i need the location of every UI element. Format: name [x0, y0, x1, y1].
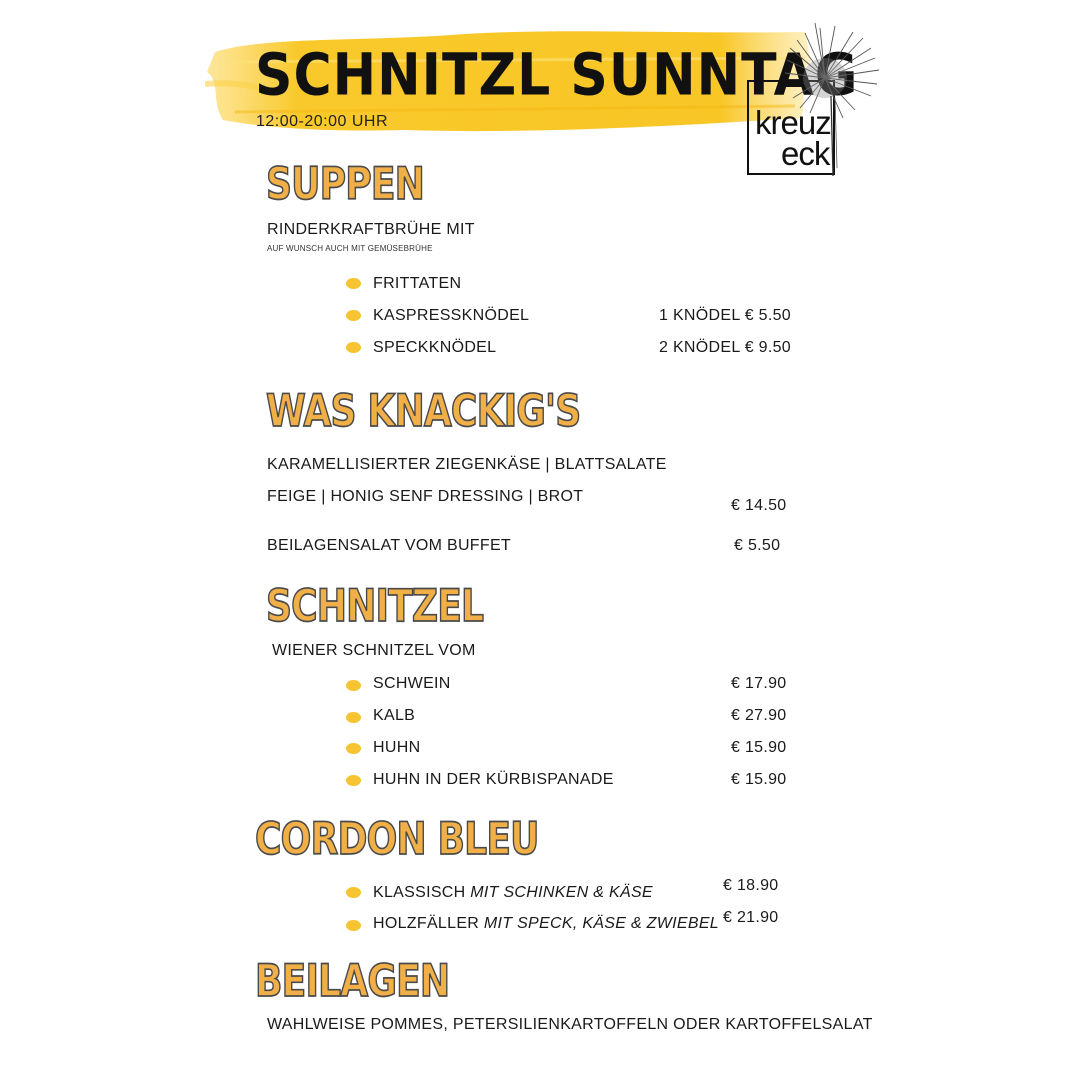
schnitzel-item-name: HUHN IN DER KÜRBISPANADE	[373, 771, 614, 788]
salate-line-2: FEIGE | HONIG SENF DRESSING | BROT	[267, 488, 584, 505]
salate-line-3: BEILAGENSALAT VOM BUFFET	[267, 537, 511, 554]
cordon-item-price: € 21.90	[723, 909, 779, 926]
suppen-item-name: SPECKKNÖDEL	[373, 339, 497, 356]
salate-price-1: € 14.50	[731, 497, 787, 514]
logo-line-1: kreuz	[755, 104, 831, 141]
opening-hours: 12:00-20:00 UHR	[256, 113, 389, 130]
logo-wordmark	[755, 104, 831, 172]
suppen-note: AUF WUNSCH AUCH MIT GEMÜSEBRÜHE	[267, 244, 433, 253]
cordon-item-name: KLASSISCH	[373, 884, 466, 901]
schnitzel-item-name: HUHN	[373, 739, 421, 756]
cordon-item-name: HOLZFÄLLER	[373, 915, 480, 932]
schnitzel-item-price: € 15.90	[731, 739, 787, 756]
suppen-item-price: 1 KNÖDEL € 5.50	[659, 307, 791, 324]
bullet-dot	[346, 310, 361, 321]
section-title-suppen: SUPPEN	[266, 158, 425, 210]
suppen-intro: RINDERKRAFTBRÜHE MIT	[267, 221, 475, 238]
suppen-item-name: FRITTATEN	[373, 275, 462, 292]
suppen-item-price: 2 KNÖDEL € 9.50	[659, 339, 791, 356]
bullet-dot	[346, 887, 361, 898]
logo-line-2: eck	[781, 135, 830, 172]
cordon-item-price: € 18.90	[723, 877, 779, 894]
section-title-schnitzel: SCHNITZEL	[266, 580, 484, 632]
section-title-salate: WAS KNACKIG'S	[266, 385, 581, 437]
schnitzel-item-name: KALB	[373, 707, 416, 724]
suppen-item-name: KASPRESSKNÖDEL	[373, 307, 530, 324]
section-title-beilagen: BEILAGEN	[255, 955, 450, 1007]
schnitzel-item-price: € 27.90	[731, 707, 787, 724]
section-title-cordon-bleu: CORDON BLEU	[255, 813, 539, 865]
schnitzel-intro: WIENER SCHNITZEL VOM	[272, 642, 476, 659]
bullet-dot	[346, 775, 361, 786]
salate-price-2: € 5.50	[734, 537, 781, 554]
cordon-item	[373, 915, 719, 933]
salate-line-1: KARAMELLISIERTER ZIEGENKÄSE | BLATTSALATE	[267, 456, 667, 473]
bullet-dot	[346, 920, 361, 931]
cordon-item-detail: MIT SPECK, KÄSE & ZWIEBEL	[483, 915, 719, 932]
bullet-dot	[346, 278, 361, 289]
cordon-item-detail: MIT SCHINKEN & KÄSE	[470, 884, 653, 901]
bullet-dot	[346, 680, 361, 691]
bullet-dot	[346, 743, 361, 754]
schnitzel-item-price: € 15.90	[731, 771, 787, 788]
bullet-dot	[346, 342, 361, 353]
schnitzel-item-price: € 17.90	[731, 675, 787, 692]
schnitzel-item-name: SCHWEIN	[373, 675, 451, 692]
bullet-dot	[346, 712, 361, 723]
cordon-item	[373, 884, 653, 902]
beilagen-text: WAHLWEISE POMMES, PETERSILIENKARTOFFELN ODER KARTOFFELSALAT	[267, 1016, 873, 1033]
page-title: SCHNITZL SUNNTAG	[255, 42, 859, 110]
